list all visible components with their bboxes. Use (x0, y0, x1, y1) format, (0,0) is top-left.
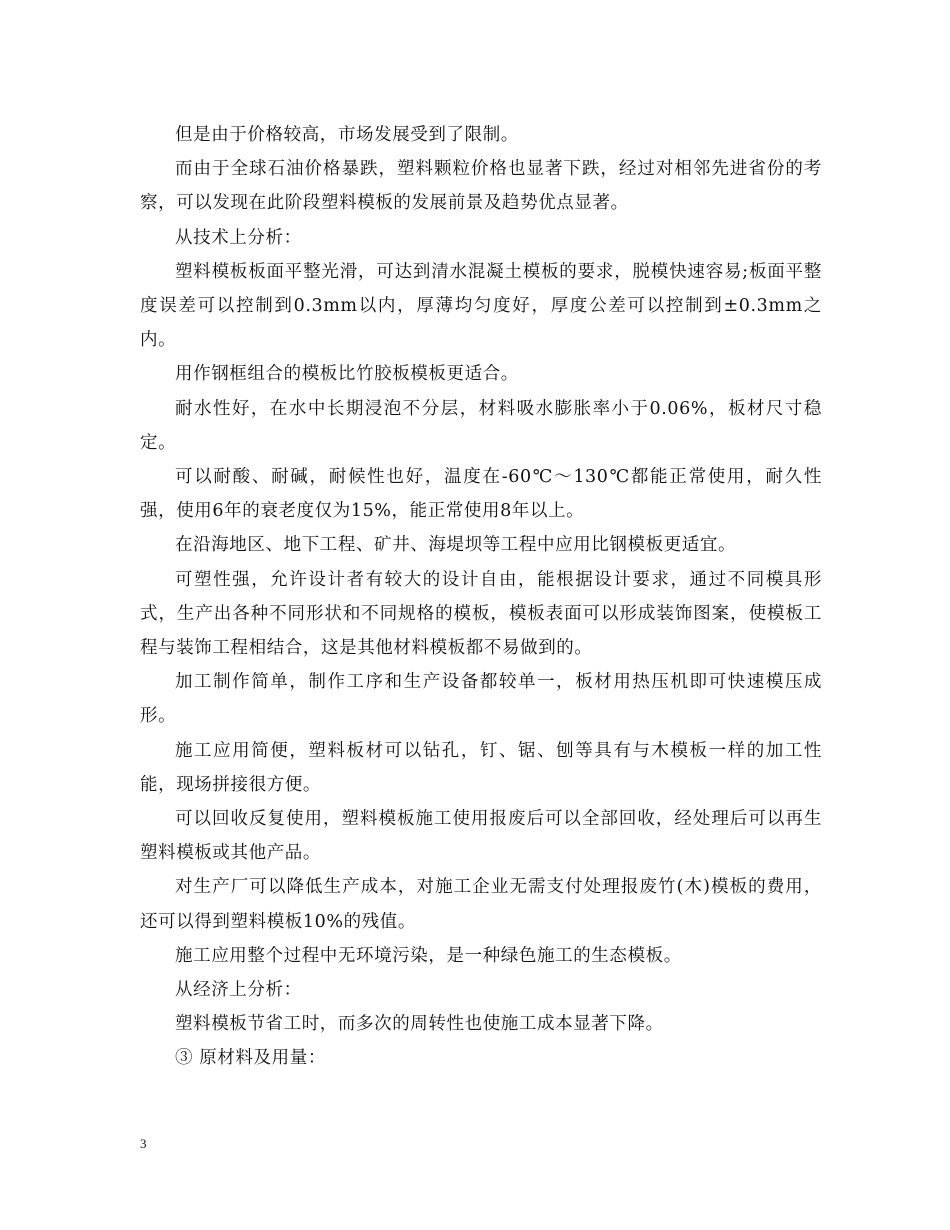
paragraph: 但是由于价格较高，市场发展受到了限制。 (175, 125, 519, 145)
paragraph: 用作钢框组合的模板比竹胶板模板更适合。 (175, 364, 519, 385)
paragraph: 施工应用简便，塑料板材可以钻孔，钉、锯、刨等具有与木模板一样的加工性能，现场拼接很方便。 (140, 740, 822, 795)
page-number: 3 (140, 1136, 147, 1151)
paragraph: 塑料模板板面平整光滑，可达到清水混凝土模板的要求，脱模快速容易;板面平整度误差可以控制到0.3mm以内，厚薄均匀度好，厚度公差可以控制到±0.3mm之内。 (140, 261, 822, 351)
paragraph: 对生产厂可以降低生产成本，对施工企业无需支付处理报废竹(木)模板的费用，还可以得到塑料模板10%的残值。 (140, 877, 822, 932)
section-heading: 从经济上分析： (175, 980, 302, 1001)
paragraph: 在沿海地区、地下工程、矿井、海堤坝等工程中应用比钢模板更适宜。 (175, 535, 737, 556)
page-body (140, 118, 822, 1076)
paragraph: 耐水性好，在水中长期浸泡不分层，材料吸水膨胀率小于0.06%，板材尺寸稳定。 (140, 398, 822, 453)
list-item-heading: ③ 原材料及用量： (175, 1048, 326, 1069)
paragraph: 可以耐酸、耐碱，耐候性也好，温度在-60℃～130℃都能正常使用，耐久性强，使用6年的衰老度仅为15%，能正常使用8年以上。 (140, 467, 822, 522)
paragraph: 施工应用整个过程中无环境污染，是一种绿色施工的生态模板。 (175, 945, 682, 966)
paragraph: 可以回收反复使用，塑料模板施工使用报废后可以全部回收，经处理后可以再生塑料模板或其他产品。 (140, 809, 822, 864)
paragraph: 塑料模板节省工时，而多次的周转性也使施工成本显著下降。 (175, 1014, 664, 1035)
paragraph: 可塑性强，允许设计者有较大的设计自由，能根据设计要求，通过不同模具形式，生产出各种不同形状和不同规格的模板，模板表面可以形成装饰图案，使模板工程与装饰工程相结合，这是其他材料模板都不易做到的。 (140, 569, 822, 659)
paragraph: 而由于全球石油价格暴跌，塑料颗粒价格也显著下跌，经过对相邻先进省份的考察，可以发现在此阶段塑料模板的发展前景及趋势优点显著。 (140, 159, 822, 214)
section-heading: 从技术上分析： (175, 227, 302, 248)
paragraph: 加工制作简单，制作工序和生产设备都较单一，板材用热压机即可快速模压成形。 (140, 672, 822, 727)
